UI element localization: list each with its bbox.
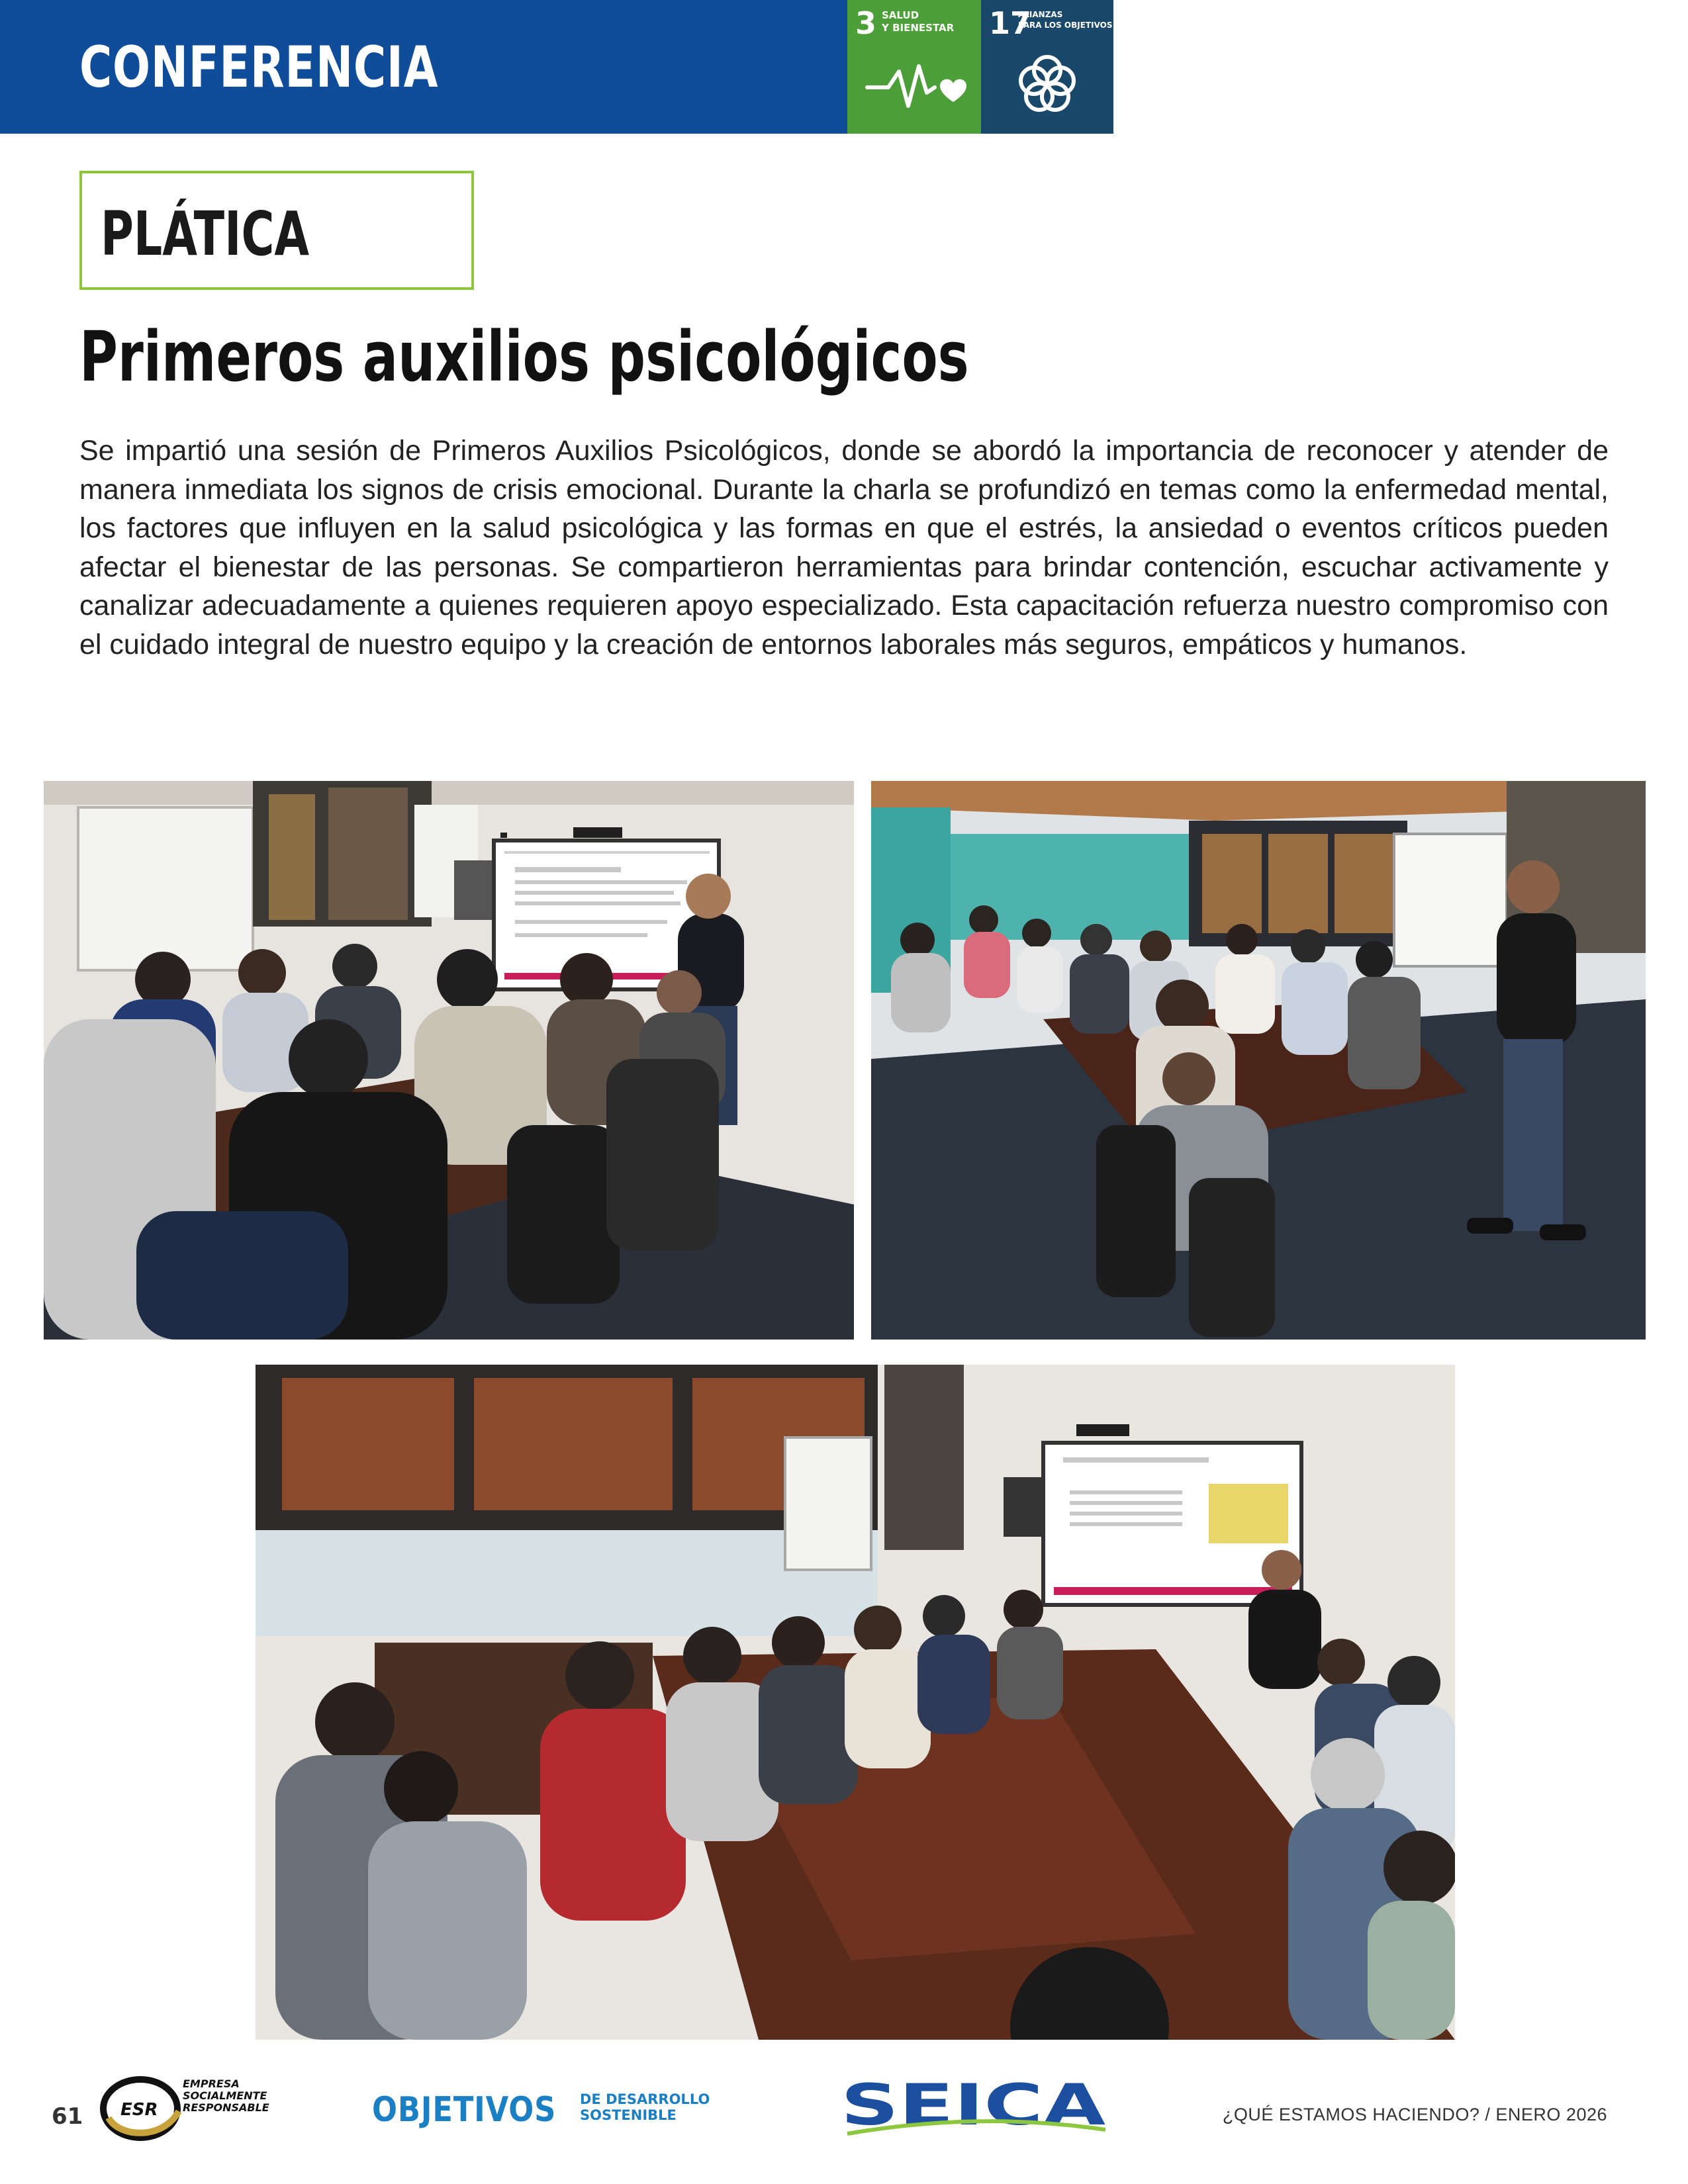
sdg17-label: ALIANZAS PARA LOS OBJETIVOS bbox=[1018, 10, 1113, 30]
heartbeat-icon bbox=[847, 40, 981, 134]
article-body: Se impartió una sesión de Primeros Auxilios Psicológicos, donde se abordó la importancia de reconocer y atender de manera inmediata los signos de crisis emocional. Durante la charla se profundizó en temas como la enfermedad mental, los factores que influyen en la salud psicológica y las formas en que el estrés, la ansiedad o eventos críticos pueden afectar el bienestar de las personas. Se compartieron herramientas para brindar contención, escuchar activamente y canalizar adecuadamente a quienes requieren apoyo especializado. Esta capacitación refuerza nuestro compromiso con el cuidado integral de nuestro equipo y la creación de entornos laborales más seguros, empáticos y humanos. bbox=[79, 435, 1609, 660]
sdg3-label: SALUD Y BIENESTAR bbox=[882, 9, 955, 34]
esr-label: EMPRESA SOCIALMENTE RESPONSABLE bbox=[183, 2077, 269, 2114]
esr-logo bbox=[99, 2071, 278, 2144]
photo-session-room-1 bbox=[44, 781, 854, 1340]
ods-main-text: OBJETIVOS bbox=[372, 2090, 557, 2130]
ods-logo bbox=[372, 2090, 716, 2130]
sdg3-number: 3 bbox=[855, 5, 877, 41]
article-title: Primeros auxilios psicológicos bbox=[79, 316, 969, 397]
esr-emblem-icon bbox=[99, 2071, 185, 2144]
partnership-flower-icon bbox=[981, 40, 1113, 134]
issue-label: ¿QUÉ ESTAMOS HACIENDO? / ENERO 2026 bbox=[1222, 2105, 1607, 2124]
sdg3-badge bbox=[847, 0, 981, 134]
sdg17-number: 17 bbox=[989, 5, 1032, 41]
seica-logo bbox=[841, 2078, 1119, 2138]
photo-session-room-3 bbox=[256, 1365, 1455, 2040]
photo-session-room-2 bbox=[871, 781, 1646, 1340]
category-tag-label: PLÁTICA bbox=[101, 199, 310, 269]
section-title: CONFERENCIA bbox=[79, 34, 439, 101]
seica-wordmark: SEICA bbox=[841, 2078, 1106, 2138]
esr-mark: ESR bbox=[120, 2100, 158, 2120]
page-number: 61 bbox=[52, 2103, 83, 2130]
category-tag bbox=[79, 171, 474, 290]
sdg17-badge bbox=[981, 0, 1113, 134]
header-band bbox=[0, 0, 847, 134]
ods-sub-text: DE DESARROLLO SOSTENIBLE bbox=[580, 2091, 710, 2123]
